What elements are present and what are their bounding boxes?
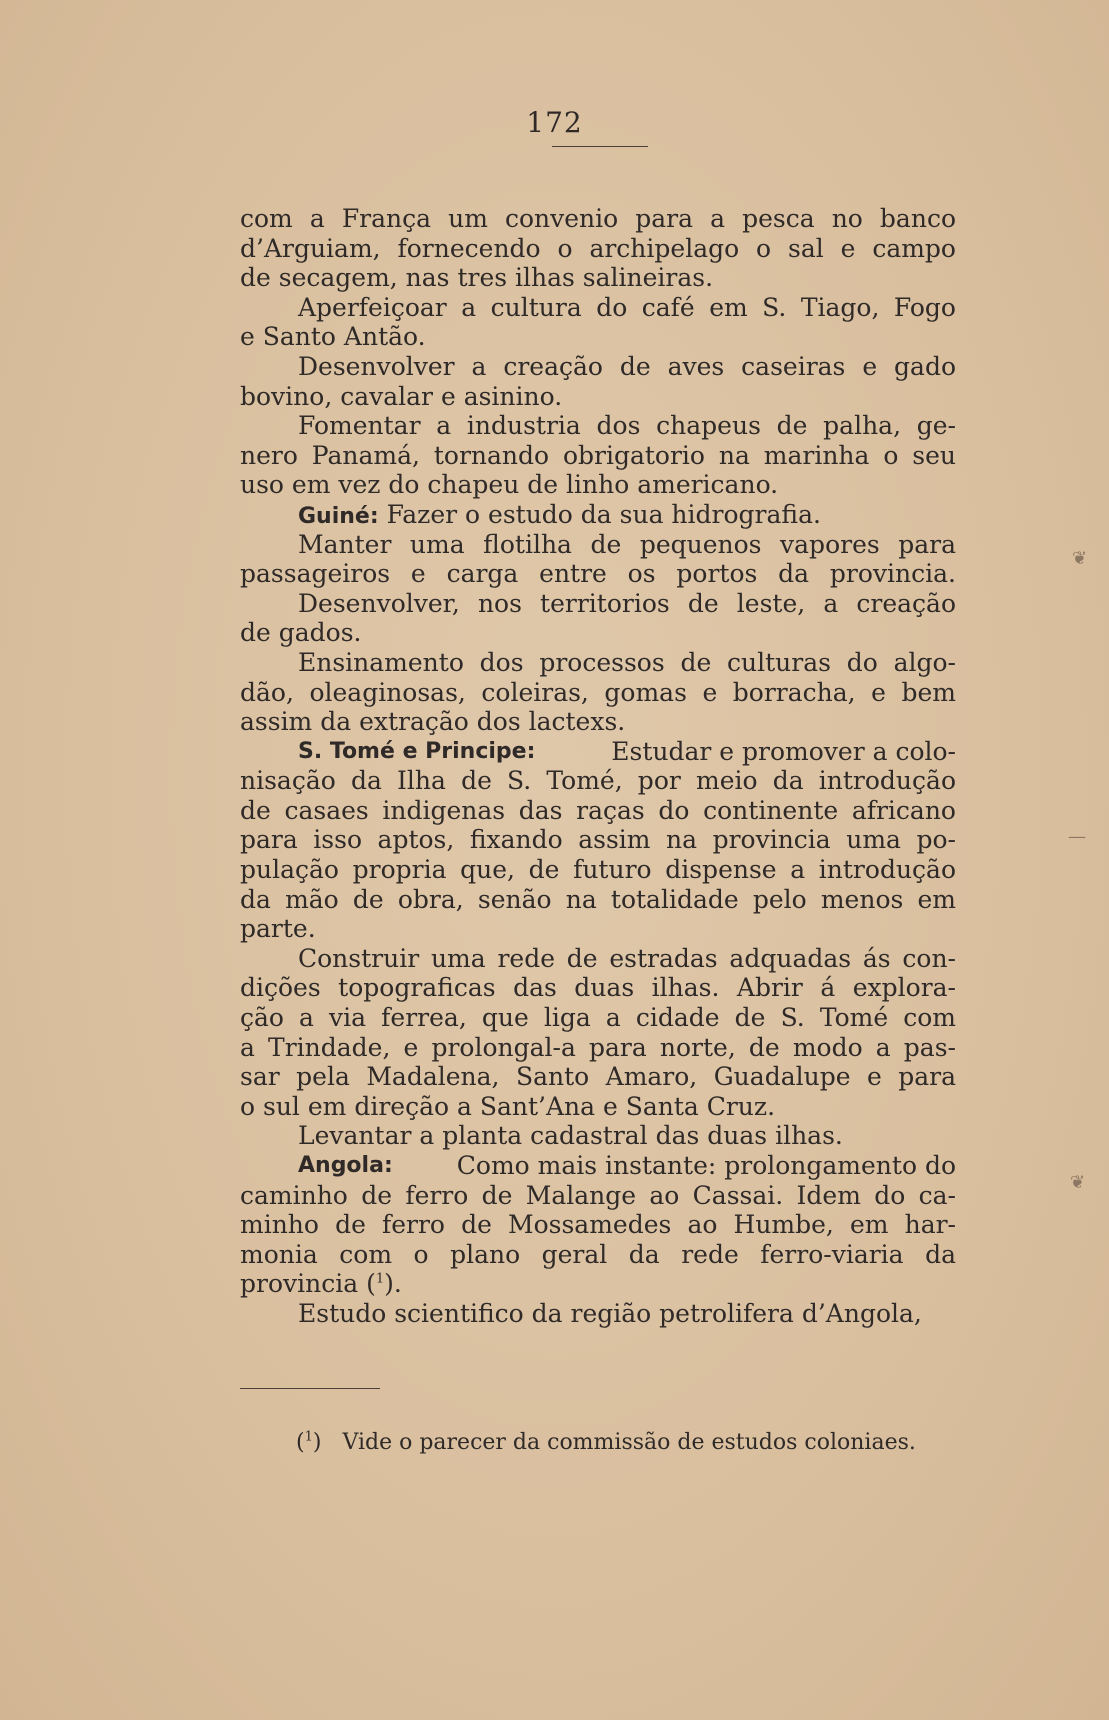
text-line: sar pela Madalena, Santo Amaro, Guadalupe e para — [240, 1062, 956, 1092]
footnote-ref-marker: 1 — [375, 1272, 385, 1288]
footnote-marker: ($^1$) — [296, 1429, 322, 1455]
text-line — [240, 500, 956, 530]
text-line: nisação da Ilha de S. Tomé, por meio da introdução — [240, 766, 956, 796]
text-line: Construir uma rede de estradas adquadas ás con- — [298, 943, 956, 973]
text-line: Fomentar a industria dos chapeus de palha, ge- — [298, 411, 956, 441]
text-line: Manter uma flotilha de pequenos vapores para — [298, 529, 956, 559]
page-number: 172 — [526, 106, 583, 139]
text-line: d’Arguiam, fornecendo o archipelago o sal e campo — [240, 233, 956, 263]
text-line — [240, 737, 956, 767]
text-line-start: provincia — [240, 1269, 359, 1299]
text-line: a Trindade, e prolongal-a para norte, de modo a pas- — [240, 1032, 956, 1062]
section-heading-sao-tome: S. Tomé e Principe: — [298, 738, 536, 764]
text-line — [240, 1269, 956, 1299]
text-line: e Santo Antão. — [240, 322, 426, 352]
text-line: Estudo scientifico da região petrolifera d’Angola, — [298, 1298, 922, 1328]
footnote-text: Vide o parecer da commissão de estudos coloniaes. — [342, 1430, 916, 1455]
text-line: para isso aptos, fixando assim na provincia uma po- — [240, 825, 956, 855]
section-heading-guine: Guiné: — [298, 503, 379, 529]
footnote-reference: ($^1$). — [366, 1269, 402, 1299]
footnote-divider — [240, 1388, 380, 1389]
margin-ornament-icon: ❦ — [1070, 1172, 1086, 1193]
text-line — [240, 1151, 956, 1181]
page-number-underline — [552, 146, 648, 147]
footnote-marker-number: 1 — [304, 1429, 313, 1445]
text-line: Ensinamento dos processos de culturas do algo- — [298, 647, 956, 677]
text-line: ção a via ferrea, que liga a cidade de S. Tomé com — [240, 1003, 956, 1033]
text-line: com a França um convenio para a pesca no banco — [240, 204, 956, 233]
text-line: dão, oleaginosas, coleiras, gomas e borracha, e bem — [240, 677, 956, 707]
text-line: Desenvolver, nos territorios de leste, a creação — [298, 588, 956, 618]
footnote-ref-suffix: ). — [384, 1269, 402, 1299]
margin-ornament-icon: ❦ — [1072, 548, 1088, 569]
text-line: dições topograficas das duas ilhas. Abrir á explora- — [240, 973, 956, 1003]
text-line: nero Panamá, tornando obrigatorio na marinha o seu — [240, 440, 956, 470]
text-line: de gados. — [240, 618, 362, 648]
text-line: uso em vez do chapeu de linho americano. — [240, 470, 779, 500]
text-line: caminho de ferro de Malange ao Cassai. Idem do ca- — [240, 1180, 956, 1210]
text-line: da mão de obra, senão na totalidade pelo menos em — [240, 884, 956, 914]
text-line: parte. — [240, 914, 316, 944]
text-line: o sul em direção a Sant’Ana e Santa Cruz. — [240, 1091, 776, 1121]
text-line: bovino, cavalar e asinino. — [240, 381, 563, 411]
section-heading-text: Fazer o estudo da sua hidrografia. — [386, 499, 821, 529]
section-heading-text: Como mais instante: prolongamento do — [456, 1151, 956, 1180]
section-heading-text: Estudar e promover a colo- — [611, 736, 956, 766]
body-text — [240, 204, 956, 1329]
text-line: minho de ferro de Mossamedes ao Humbe, em har- — [240, 1210, 956, 1240]
text-line: Levantar a planta cadastral das duas ilhas. — [298, 1121, 843, 1151]
text-line: de secagem, nas tres ilhas salineiras. — [240, 263, 714, 293]
text-line: pulação propria que, de futuro dispense a introdução — [240, 855, 956, 885]
text-line: assim da extração dos lactexs. — [240, 707, 626, 737]
footnote — [296, 1430, 916, 1455]
section-heading-angola: Angola: — [298, 1153, 393, 1178]
text-line: passageiros e carga entre os portos da provincia. — [240, 559, 956, 589]
text-line: Desenvolver a creação de aves caseiras e gado — [298, 351, 956, 381]
text-line: de casaes indigenas das raças do continente africano — [240, 795, 956, 825]
margin-dash-icon: — — [1068, 826, 1086, 847]
text-line: monia com o plano geral da rede ferro-viaria da — [240, 1239, 956, 1269]
text-line: Aperfeiçoar a cultura do café em S. Tiago, Fogo — [298, 292, 956, 322]
